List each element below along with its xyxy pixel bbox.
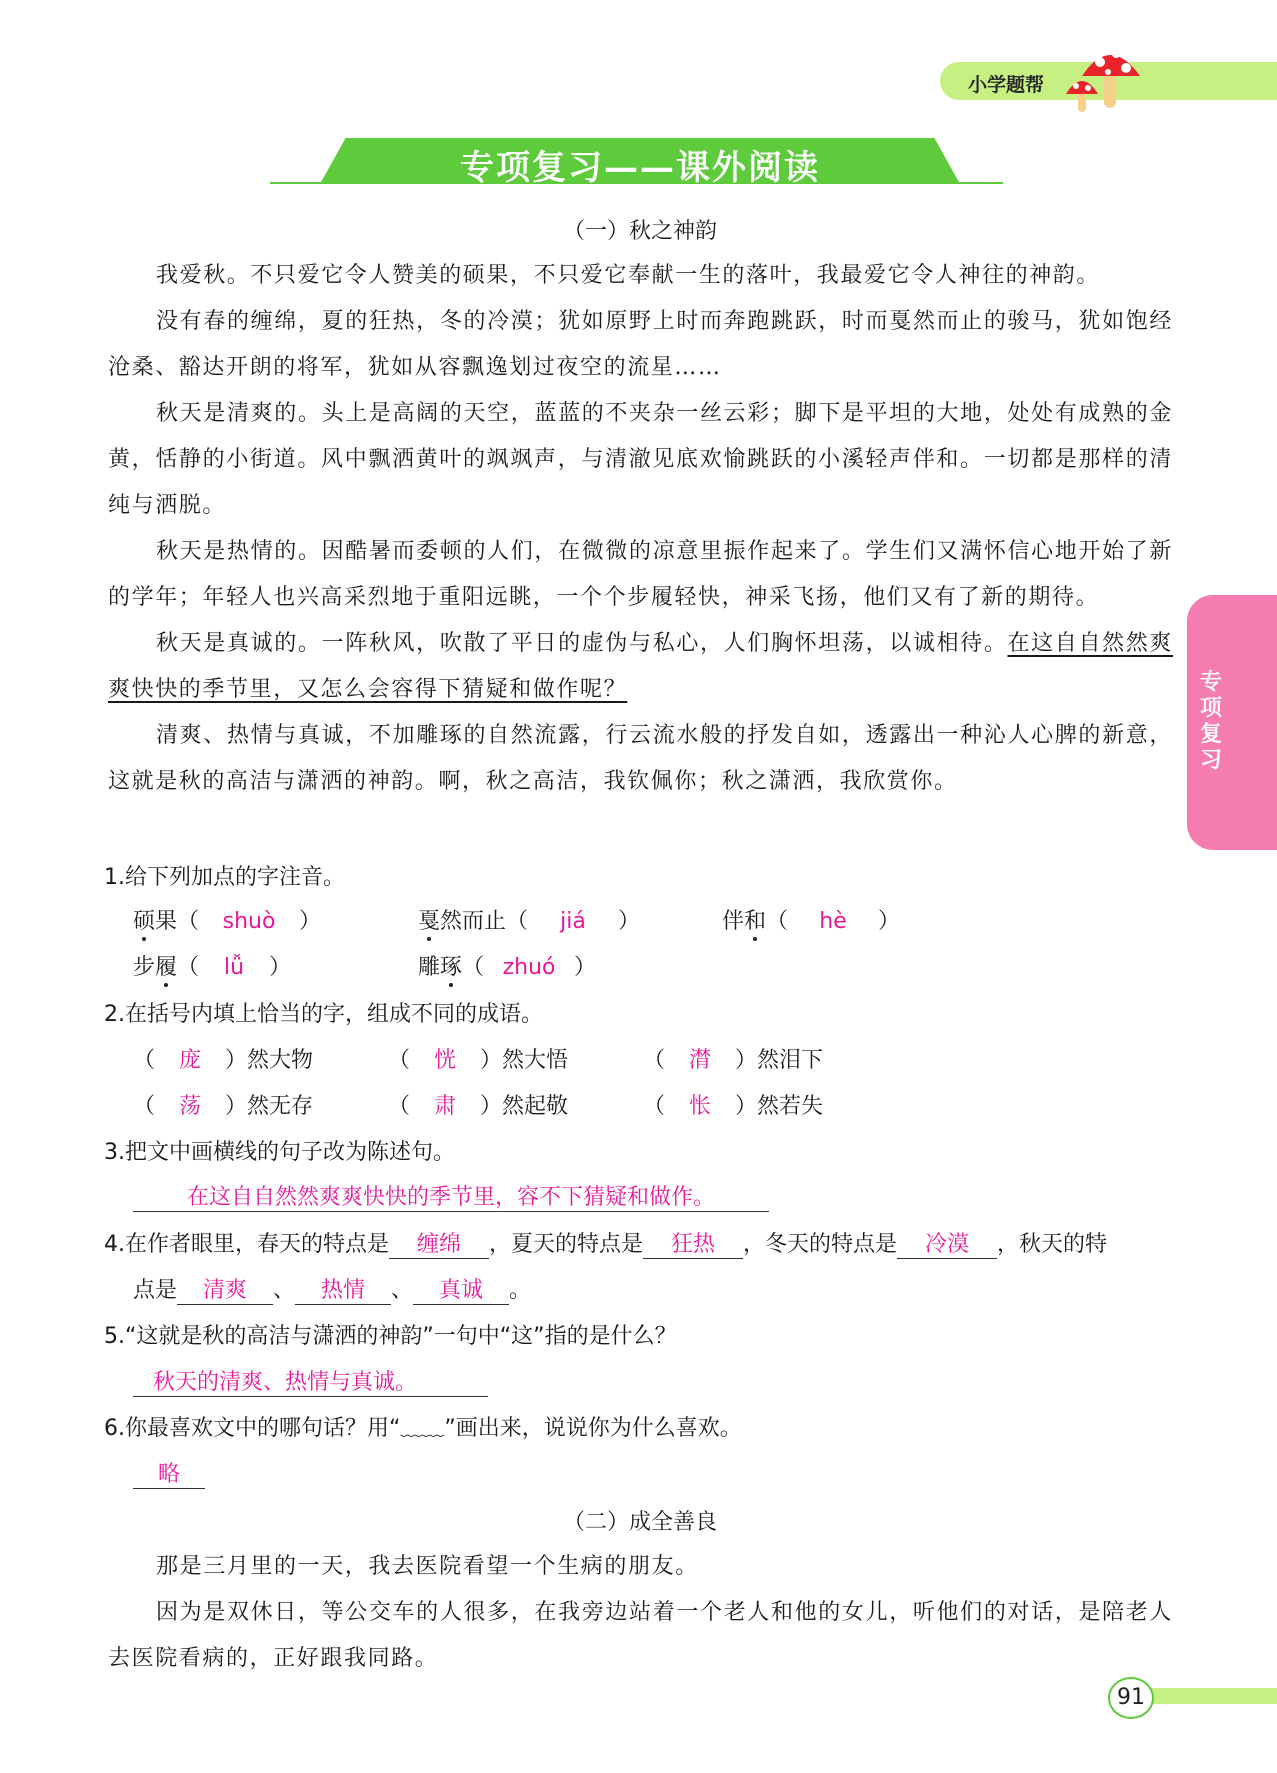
answer: zhuó bbox=[502, 955, 556, 980]
q2-item: （ 荡 ）然无存 bbox=[133, 1089, 313, 1120]
answer: 肃 bbox=[434, 1094, 457, 1119]
q1-item: 硕果（ shuò ） bbox=[133, 909, 322, 934]
question-6: 6.你最喜欢文中的哪句话？用“﹏﹏”画出来，说说你为什么喜欢。 bbox=[104, 1416, 742, 1441]
paragraph: 清爽、热情与真诚，不加雕琢的自然流露，行云流水般的抒发自如，透露出一种沁人心脾的新意，这就是秋的高洁与潇洒的神韵。啊，秋之高洁，我钦佩你；秋之潇洒，我欣赏你。 bbox=[108, 723, 1173, 794]
answer: 略 bbox=[133, 1457, 205, 1489]
wavy-line-icon: ﹏﹏ bbox=[400, 1416, 445, 1441]
q1-item: 伴和（ hè ） bbox=[722, 909, 901, 934]
underlined-sentence: 在这自自然然爽爽快快的季节里，又怎么会容得下猜疑和做作呢？ bbox=[108, 631, 1173, 702]
paragraph: 因为是双休日，等公交车的人很多，在我旁边站着一个老人和他的女儿，听他们的对话，是陪老人去医院看病的，正好跟我同路。 bbox=[108, 1600, 1173, 1671]
section-title-1: （一）秋之神韵 bbox=[562, 219, 717, 244]
answer: 冷漠 bbox=[897, 1227, 997, 1259]
answer: 在这自自然然爽爽快快的季节里，容不下猜疑和做作。 bbox=[133, 1180, 769, 1212]
q1-item: 戛然而止（ jiá ） bbox=[418, 909, 641, 934]
answer: 潸 bbox=[689, 1048, 712, 1073]
answer: shuò bbox=[222, 909, 276, 934]
passage-2 bbox=[108, 1544, 1173, 1682]
q2-item: （ 恍 ）然大悟 bbox=[388, 1043, 568, 1074]
paragraph-text: 秋天是真诚的。一阵秋风，吹散了平日的虚伪与私心，人们胸怀坦荡，以诚相待。 bbox=[156, 631, 1008, 656]
answer: 狂热 bbox=[643, 1227, 743, 1259]
paragraph: 没有春的缠绵，夏的狂热，冬的冷漠；犹如原野上时而奔跑跳跃，时而戛然而止的骏马，犹如饱经沧桑、豁达开朗的将军，犹如从容飘逸划过夜空的流星…… bbox=[108, 309, 1173, 380]
q3-answer-line bbox=[133, 1180, 769, 1212]
question-3: 3.把文中画横线的句子改为陈述句。 bbox=[104, 1140, 455, 1165]
answer: 荡 bbox=[179, 1094, 202, 1119]
answer: 恍 bbox=[434, 1048, 457, 1073]
paragraph: 我爱秋。不只爱它令人赞美的硕果，不只爱它奉献一生的落叶，我最爱它令人神往的神韵。 bbox=[156, 263, 1101, 288]
answer: 秋天的清爽、热情与真诚。 bbox=[133, 1365, 488, 1397]
q2-item: （ 潸 ）然泪下 bbox=[643, 1043, 823, 1074]
q2-item: （ 怅 ）然若失 bbox=[643, 1089, 823, 1120]
answer: 真诚 bbox=[413, 1273, 509, 1305]
section-title-2: （二）成全善良 bbox=[562, 1510, 717, 1535]
question-4-cont: 点是 清爽 、 热情 、 真诚 。 bbox=[133, 1273, 531, 1305]
question-2: 2.在括号内填上恰当的字，组成不同的成语。 bbox=[104, 1002, 543, 1027]
q1-item: 步履（ lǚ ） bbox=[133, 955, 292, 980]
paragraph bbox=[108, 621, 1173, 713]
answer: 庞 bbox=[179, 1048, 202, 1073]
question-1: 1.给下列加点的字注音。 bbox=[104, 865, 345, 890]
paragraph: 秋天是清爽的。头上是高阔的天空，蓝蓝的不夹杂一丝云彩；脚下是平坦的大地，处处有成熟的金黄，恬静的小街道。风中飘洒黄叶的飒飒声，与清澈见底欢愉跳跃的小溪轻声伴和。一切都是那样的清纯与洒脱。 bbox=[108, 401, 1173, 518]
mushroom-icon bbox=[1060, 40, 1150, 115]
answer: hè bbox=[819, 909, 847, 934]
answer: 清爽 bbox=[177, 1273, 273, 1305]
q2-item: （ 肃 ）然起敬 bbox=[388, 1089, 568, 1120]
answer: 怅 bbox=[689, 1094, 712, 1119]
q2-item: （ 庞 ）然大物 bbox=[133, 1043, 313, 1074]
answer: jiá bbox=[560, 909, 586, 934]
answer: 缠绵 bbox=[389, 1227, 489, 1259]
side-tab-label: 专项复习 bbox=[1199, 670, 1222, 773]
question-5: 5.“这就是秋的高洁与潇洒的神韵”一句中“这”指的是什么？ bbox=[104, 1324, 677, 1349]
q5-answer-line bbox=[133, 1365, 488, 1397]
q1-item: 雕琢（ zhuó ） bbox=[418, 955, 597, 980]
question-4: 4.在作者眼里，春天的特点是 缠绵 ，夏天的特点是 狂热 ，冬天的特点是 冷漠 ，秋天的特 bbox=[104, 1227, 1107, 1259]
page-number: 91 bbox=[1108, 1677, 1154, 1719]
paragraph: 秋天是热情的。因酷暑而委顿的人们，在微微的凉意里振作起来了。学生们又满怀信心地开始了新的学年；年轻人也兴高采烈地于重阳远眺，一个个步履轻快，神采飞扬，他们又有了新的期待。 bbox=[108, 539, 1173, 610]
q6-answer-line bbox=[133, 1457, 205, 1489]
answer: 热情 bbox=[295, 1273, 391, 1305]
answer: lǚ bbox=[224, 955, 245, 980]
brand-name: 小学题帮 bbox=[968, 74, 1045, 96]
page-title: 专项复习——课外阅读 bbox=[460, 148, 820, 188]
passage-1 bbox=[108, 253, 1173, 805]
paragraph: 那是三月里的一天，我去医院看望一个生病的朋友。 bbox=[156, 1554, 699, 1579]
